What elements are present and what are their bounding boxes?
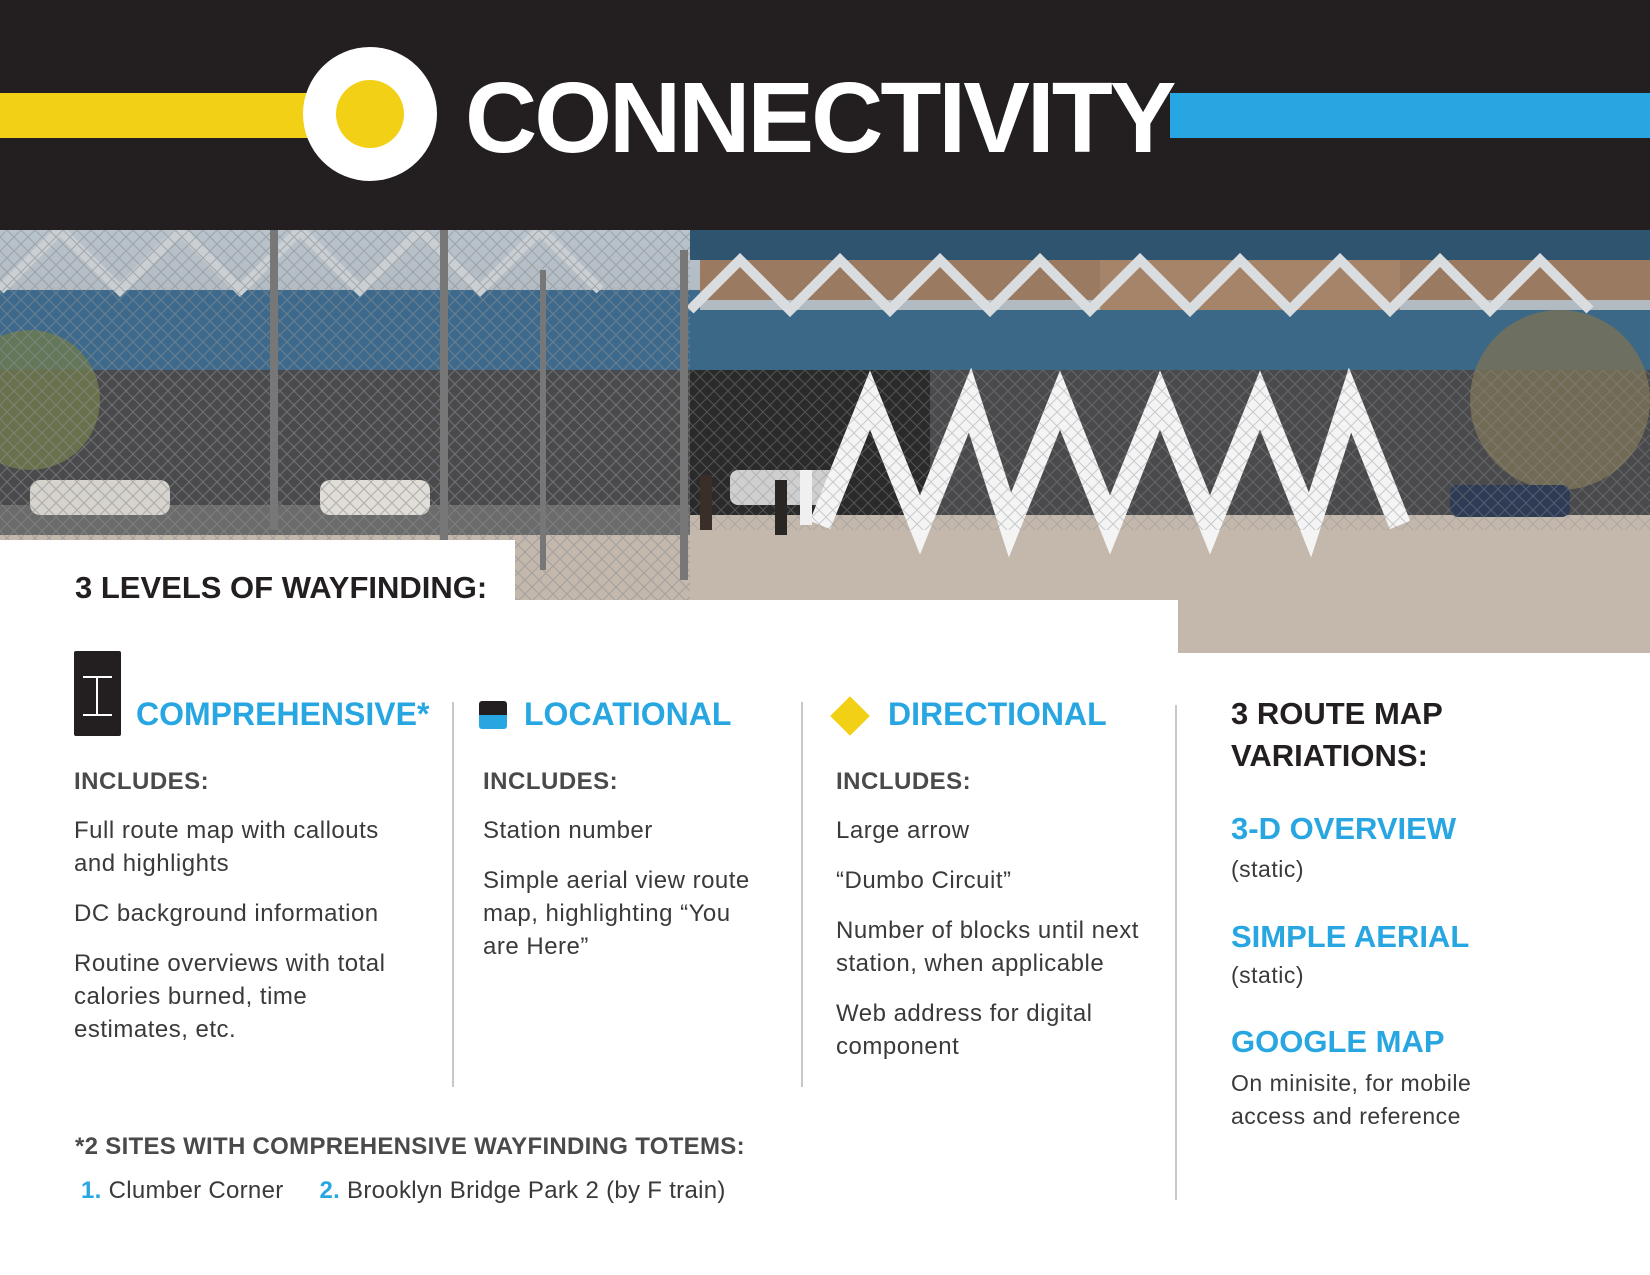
list-item: Simple aerial view route map, highlighting “You are Here” [483, 867, 750, 960]
section-title: 3 LEVELS OF WAYFINDING: [75, 570, 488, 605]
includes-label: INCLUDES: [836, 768, 972, 795]
column-title-directional: DIRECTIONAL [888, 696, 1107, 732]
directional-diamond-icon [830, 696, 870, 736]
column-title-locational: LOCATIONAL [524, 696, 732, 732]
column-divider [452, 702, 454, 1087]
route-variation-note: (static) [1231, 962, 1304, 988]
list-item: DC background information [74, 900, 379, 927]
yellow-stripe [0, 93, 330, 138]
locational-square-icon [479, 701, 507, 729]
includes-label: INCLUDES: [483, 768, 619, 795]
page-title: CONNECTIVITY [465, 62, 1174, 174]
list-item: Full route map with callouts and highlights [74, 817, 379, 877]
site-number: 2. [319, 1177, 341, 1204]
list-item: “Dumbo Circuit” [836, 867, 1012, 894]
route-variation-simple-aerial: SIMPLE AERIAL [1231, 919, 1470, 954]
column-divider [801, 702, 803, 1087]
route-map-title-line2: VARIATIONS: [1231, 738, 1428, 773]
totem-icon [74, 651, 121, 736]
route-variation-note: (static) [1231, 856, 1304, 882]
column-title-comprehensive: COMPREHENSIVE* [136, 696, 430, 732]
list-item: Web address for digital component [836, 1000, 1093, 1060]
route-variation-3d-overview: 3-D OVERVIEW [1231, 811, 1457, 846]
column-divider [1175, 705, 1177, 1200]
list-item: Station number [483, 817, 653, 844]
route-variation-google-map: GOOGLE MAP [1231, 1024, 1445, 1059]
list-item: Number of blocks until next station, when applicable [836, 917, 1139, 977]
includes-label: INCLUDES: [74, 768, 210, 795]
blue-stripe [1170, 93, 1650, 138]
route-variation-note: On minisite, for mobile access and reference [1231, 1070, 1472, 1129]
sites-list [81, 1177, 726, 1205]
list-item: Routine overviews with total calories burned, time estimates, etc. [74, 950, 386, 1043]
route-map-title-line1: 3 ROUTE MAP [1231, 696, 1443, 731]
header-bar [0, 0, 1650, 230]
site-name: Brooklyn Bridge Park 2 (by F train) [347, 1177, 726, 1204]
list-item: Large arrow [836, 817, 970, 844]
station-ring-icon [303, 47, 437, 181]
content-panel-lower [0, 600, 1178, 660]
site-name: Clumber Corner [108, 1177, 284, 1204]
site-number: 1. [81, 1177, 102, 1204]
footnote-title: *2 SITES WITH COMPREHENSIVE WAYFINDING TOTEMS: [75, 1133, 745, 1160]
